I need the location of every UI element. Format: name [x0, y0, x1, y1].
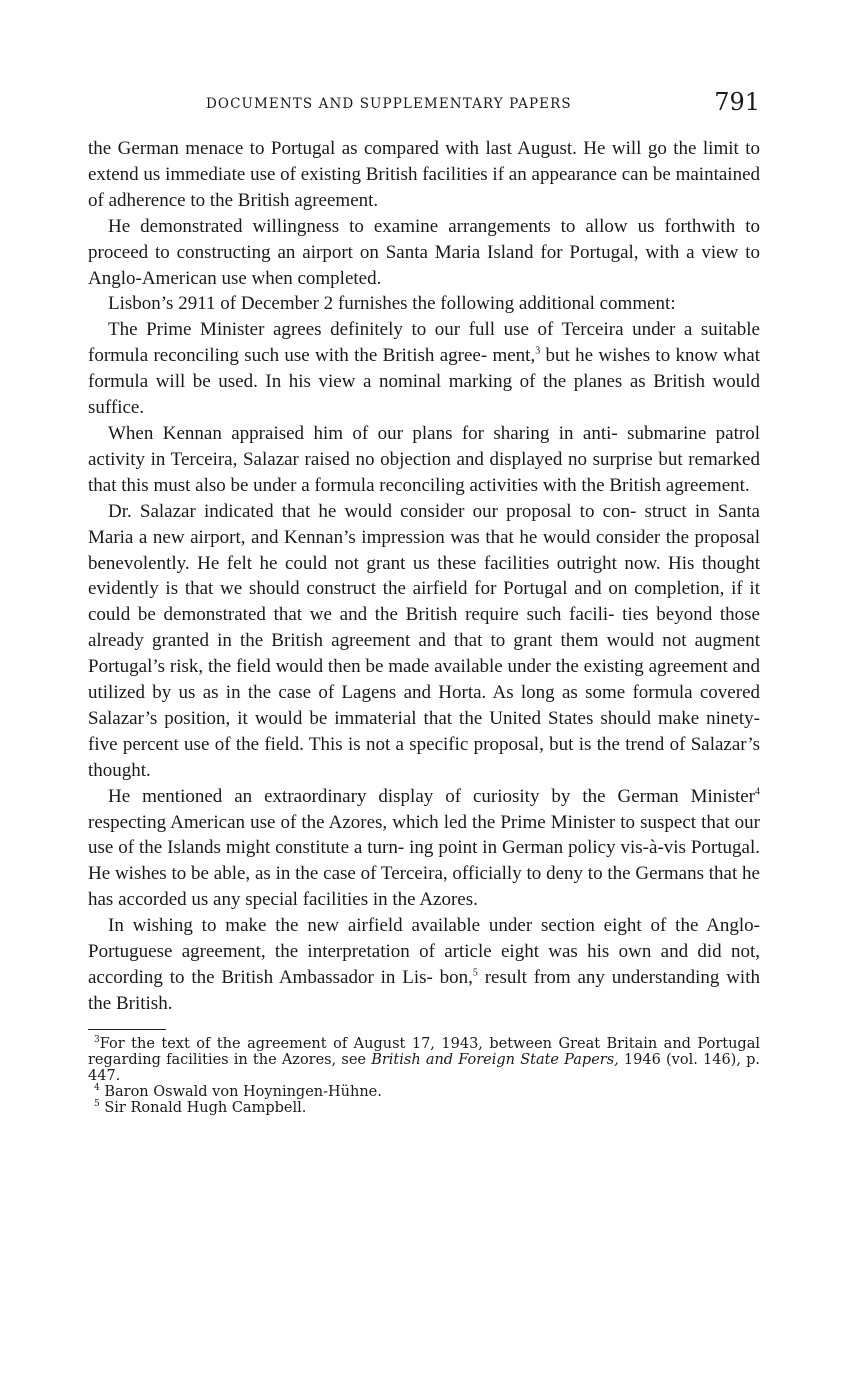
- footnote: [88, 1100, 760, 1116]
- document-page: [88, 88, 760, 1116]
- running-header: [88, 88, 760, 124]
- paragraph: He demonstrated willingness to examine arrangements to allow us forthwith to proceed to constructing an airport on Santa Maria Island for Portugal, with a view to Anglo-American use when completed.: [88, 215, 760, 289]
- paragraph: [88, 317, 760, 421]
- footnote: [88, 1084, 760, 1100]
- footnote-text: For the text of the agreement of August 17, 1943, between Great Britain and Portugal regarding facilities in the Azores, see: [88, 1035, 760, 1068]
- paragraph-text: respecting American use of the Azores, which led the Prime Minister to suspect that our use of the Islands might constitute a turn- ing point in German policy vis-à-vis Portugal. He wishes to be able, as in the case of Terceira, officially to deny to the Germans that he has accorded us any special facilities in the Azores.: [88, 811, 760, 911]
- footnote-divider: [88, 1029, 166, 1030]
- footnote: [88, 1036, 760, 1084]
- footnote-reference: 3: [535, 345, 541, 357]
- footnote-marker: 5: [94, 1098, 100, 1109]
- paragraph-text: In wishing to make the new airfield available under section eight of the Anglo-Portuguese agreement, the interpretation of article eight was his own and did not, according to the British Ambassador in Lis- bon,: [88, 915, 760, 988]
- paragraph: Dr. Salazar indicated that he would consider our proposal to con- struct in Santa Maria a new airport, and Kennan’s impression was that he would consider the proposal benevolently. He felt he could not grant us these facilities outright now. His thought evidently is that we should construct the airfield for Portugal and on completion, if it could be demonstrated that we and the British require such facili- ties beyond those already granted in the British agreement and that to grant them would not augment Portugal’s risk, the field would then be made available under the existing agreement and utilized by us as in the case of Lagens and Horta. As long as some formula covered Salazar’s position, it would be immaterial that the United States should make ninety-five percent use of the field. This is not a specific proposal, but is the trend of Salazar’s thought.: [88, 500, 760, 781]
- paragraph-text: The Prime Minister agrees definitely to our full use of Terceira under a suitable formula reconciling such use with the British agree- ment,: [88, 319, 760, 367]
- footnotes: [88, 1036, 760, 1116]
- paragraph: the German menace to Portugal as compared with last August. He will go the limit to extend us immediate use of existing British facilities if an appearance can be maintained of adherence to the British agreement.: [88, 138, 760, 211]
- footnote-citation: British and Foreign State Papers,: [371, 1051, 619, 1068]
- paragraph-text: result from any understanding with the British.: [88, 967, 760, 1014]
- footnote-reference: 4: [755, 786, 760, 798]
- footnote-reference: 5: [472, 967, 478, 979]
- paragraph: Lisbon’s 2911 of December 2 furnishes the following additional comment:: [108, 293, 676, 315]
- footnote-text: 1946 (vol. 146), p. 447.: [88, 1051, 760, 1084]
- footnote-text: Baron Oswald von Hoyningen-Hühne.: [104, 1083, 382, 1100]
- footnote-marker: 4: [94, 1082, 100, 1093]
- paragraph: When Kennan appraised him of our plans for sharing in anti- submarine patrol activity in Terceira, Salazar raised no objection and displayed no surprise but remarked that this must also be under a formula reconciling activities with the British agreement.: [88, 422, 760, 496]
- paragraph: [88, 913, 760, 1017]
- body-text: [88, 136, 760, 1017]
- paragraph-text: He mentioned an extraordinary display of curiosity by the German Minister: [108, 785, 755, 807]
- paragraph-text: but he wishes to know what formula will be used. In his view a nominal marking of the planes as British would suffice.: [88, 345, 760, 419]
- footnote-text: Sir Ronald Hugh Campbell.: [104, 1099, 307, 1116]
- footnote-marker: 3: [94, 1034, 100, 1045]
- page-number: 791: [714, 88, 760, 116]
- paragraph: [88, 784, 760, 914]
- running-title: DOCUMENTS AND SUPPLEMENTARY PAPERS: [206, 96, 572, 112]
